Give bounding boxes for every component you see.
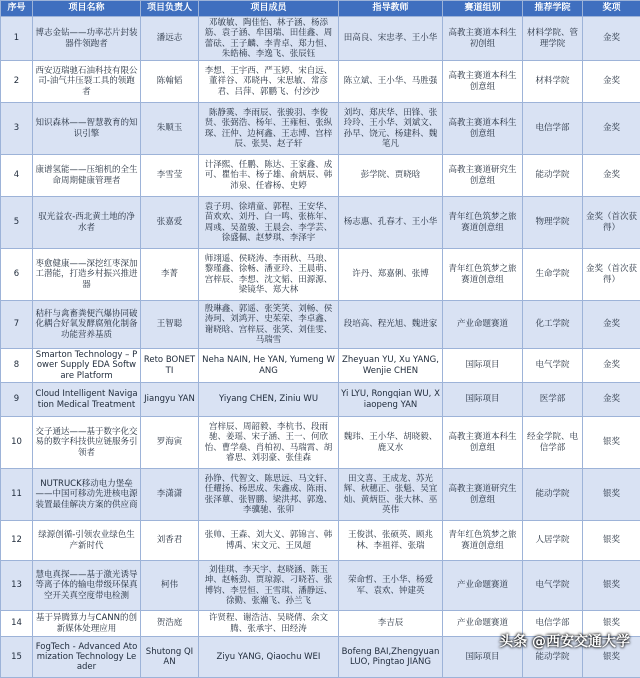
cell-leader: 李潇潇 [141, 469, 199, 521]
cell-mentors: 魏玮、王小华、胡晓毅、鹿又水 [339, 417, 443, 469]
cell-mentors: Zheyuan YU, Xu YANG, Wenjie CHEN [339, 349, 443, 383]
cell-no: 14 [1, 611, 33, 637]
table-row [1, 417, 640, 469]
cell-project-name: 康谱氢能——压缩机的全生命周期健康管理者 [33, 155, 141, 197]
cell-award: 银奖 [583, 611, 640, 637]
cell-members: 孙铮、代智文、陈思远、马文轩、任耀扬、杨思成、朱鑫成、陈雨、张泽蕈、张智鹏、梁洪邦、郭逸、李骥驰、张卯 [199, 469, 339, 521]
cell-no: 13 [1, 561, 33, 611]
cell-college: 生命学院 [523, 249, 583, 301]
header-row [1, 1, 640, 17]
cell-award: 金奖 [583, 17, 640, 61]
table-row [1, 383, 640, 417]
cell-project-name: 交子通达——基于数字化交易的数字科技供应链服务引领者 [33, 417, 141, 469]
cell-leader: 罗海寅 [141, 417, 199, 469]
table-row [1, 349, 640, 383]
cell-project-name: FogTech - Advanced Atomization Technology Leader [33, 637, 141, 678]
cell-award: 银奖 [583, 637, 640, 678]
cell-college: 能动学院 [523, 469, 583, 521]
cell-members: Neha NAIN, He YAN, Yumeng WANG [199, 349, 339, 383]
cell-award: 银奖 [583, 469, 640, 521]
cell-project-name: Cloud Intelligent Navigation Medical Treatment [33, 383, 141, 417]
header-members: 项目成员 [199, 1, 339, 17]
cell-college: 电信学部 [523, 611, 583, 637]
table-row [1, 249, 640, 301]
cell-track: 高教主赛道研究生创意组 [443, 155, 523, 197]
cell-no: 9 [1, 383, 33, 417]
cell-project-name: 知识森林——智慧教育的知识引擎 [33, 103, 141, 155]
cell-track: 国际项目 [443, 637, 523, 678]
table-row [1, 469, 640, 521]
cell-track: 产业命题赛道 [443, 611, 523, 637]
cell-track: 高教主赛道本科生创意组 [443, 417, 523, 469]
cell-college: 材料学院 [523, 61, 583, 103]
cell-track: 产业命题赛道 [443, 561, 523, 611]
cell-mentors: 杨志惠、孔春才、王小华 [339, 197, 443, 249]
cell-no: 12 [1, 521, 33, 561]
header-track: 赛道组别 [443, 1, 523, 17]
cell-college: 物理学院 [523, 197, 583, 249]
cell-college: 人居学院 [523, 521, 583, 561]
cell-college: 化工学院 [523, 301, 583, 349]
table-row [1, 521, 640, 561]
cell-award: 金奖 [583, 349, 640, 383]
watermark: 头条 @西安交通大学 [499, 631, 630, 651]
header-mentors: 指导教师 [339, 1, 443, 17]
cell-no: 10 [1, 417, 33, 469]
cell-no: 7 [1, 301, 33, 349]
cell-project-name: Smarton Technology – Power Supply EDA Software Platform [33, 349, 141, 383]
cell-project-name: 基于异腾算力与CANN的创新媒体处理应用 [33, 611, 141, 637]
cell-mentors: 荣命哲、王小华、杨爱军、袁欢、钟建英 [339, 561, 443, 611]
cell-award: 金奖（首次获得） [583, 197, 640, 249]
cell-no: 15 [1, 637, 33, 678]
cell-award: 金奖（首次获得） [583, 249, 640, 301]
cell-track: 高教主赛道本科生创意组 [443, 61, 523, 103]
cell-leader: 朱顺玉 [141, 103, 199, 155]
cell-members: 袁子玥、徐靖童、郭程、王安华、苗欢欢、刘丹、白一鸣、张栋年、周彧、吴盈骏、王晨会、李学芸、徐盛佩、赵梦琪、李泽宇 [199, 197, 339, 249]
table-row [1, 61, 640, 103]
cell-track: 青年红色筑梦之旅赛道创意组 [443, 521, 523, 561]
cell-award: 银奖 [583, 521, 640, 561]
cell-project-name: 秸秆与禽畜粪便汽爆协同破化耦合好氧发酵腐殖化制备功能营养基质 [33, 301, 141, 349]
cell-leader: 柯伟 [141, 561, 199, 611]
cell-track: 产业命题赛道 [443, 301, 523, 349]
cell-members: 邓敏敏、陶佳怡、林子涵、杨添筋、袁子涵、牟国瑞、田佳鑫、周蕾砝、王子麟、李青卓、郑力恒、朱皓楠、李逸飞、张辰钰 [199, 17, 339, 61]
cell-mentors: 许丹、郑嘉俐、张博 [339, 249, 443, 301]
cell-leader: 王智聪 [141, 301, 199, 349]
table-row [1, 17, 640, 61]
cell-track: 青年红色筑梦之旅赛道创意组 [443, 197, 523, 249]
cell-track: 国际项目 [443, 383, 523, 417]
cell-college: 能动学院 [523, 155, 583, 197]
table-row [1, 197, 640, 249]
header-award: 奖项 [583, 1, 640, 17]
cell-project-name: 驭光益农-西北黄土地的净水者 [33, 197, 141, 249]
cell-leader: 刘香君 [141, 521, 199, 561]
cell-award: 金奖 [583, 301, 640, 349]
cell-leader: 潘远志 [141, 17, 199, 61]
cell-mentors: 段培高、程光旭、魏进家 [339, 301, 443, 349]
cell-no: 2 [1, 61, 33, 103]
cell-project-name: 西安迈瑞驰石油科技有限公司-油气井压裂工具的领跑者 [33, 61, 141, 103]
cell-no: 3 [1, 103, 33, 155]
header-no: 序号 [1, 1, 33, 17]
table-row [1, 561, 640, 611]
cell-no: 4 [1, 155, 33, 197]
cell-mentors: 陈立斌、王小华、马胜强 [339, 61, 443, 103]
cell-college: 经金学院、电信学部 [523, 417, 583, 469]
header-college: 推荐学院 [523, 1, 583, 17]
cell-members: 陈静霙、李雨辰、张骏羽、李俊贤、张弼浩、杨年、王雍桓、张纵琛、汪仲、边柯鑫、王志博、宫梓辰、张昊、赵子轩 [199, 103, 339, 155]
cell-project-name: 博志金钻——功率芯片封装器件领跑者 [33, 17, 141, 61]
cell-leader: Jiangyu YAN [141, 383, 199, 417]
cell-college: 医学部 [523, 383, 583, 417]
cell-award: 金奖 [583, 155, 640, 197]
cell-members: Ziyu YANG, Qiaochu WEI [199, 637, 339, 678]
cell-mentors: 李吉辰 [339, 611, 443, 637]
cell-members: 刘佳琪、李天宇、赵晓涵、陈玉坤、赵畅劲、贾琼源、刁晓若、张博钧、李昱恒、王雪琪、潘静远、徐勤、张瀚飞、孙兰飞 [199, 561, 339, 611]
cell-track: 高教主赛道本科生初创组 [443, 17, 523, 61]
cell-project-name: 绿源创循-引领农业绿色生产新时代 [33, 521, 141, 561]
table-row [1, 155, 640, 197]
cell-mentors: 田高良、宋忠孝、王小华 [339, 17, 443, 61]
cell-award: 银奖 [583, 417, 640, 469]
cell-award: 金奖 [583, 61, 640, 103]
cell-members: 李想、王宇西、严玉婷、宋自远、董祥谷、邓晓冉、宋思敏、常彦君、吕萍、郭鹏飞、付沙沙 [199, 61, 339, 103]
header-leader: 项目负责人 [141, 1, 199, 17]
cell-track: 国际项目 [443, 349, 523, 383]
cell-leader: 陈翰韬 [141, 61, 199, 103]
cell-track: 青年红色筑梦之旅赛道创意组 [443, 249, 523, 301]
cell-members: 许贤程、谢浩洁、吴晓倩、余文腾、张承宇、田经涛 [199, 611, 339, 637]
cell-track: 高教主赛道本科生创意组 [443, 103, 523, 155]
cell-members: Yiyang CHEN, Ziniu WU [199, 383, 339, 417]
cell-no: 11 [1, 469, 33, 521]
cell-college: 电气学院 [523, 349, 583, 383]
cell-mentors: 王俊淇、张硕英、顾兆林、李祖祥、张瑞 [339, 521, 443, 561]
cell-award: 银奖 [583, 561, 640, 611]
cell-mentors: Bofeng BAI,Zhengyuan LUO, Pingtao JIANG [339, 637, 443, 678]
cell-college: 电信学部 [523, 103, 583, 155]
cell-no: 5 [1, 197, 33, 249]
cell-members: 师翊遥、侯晓涛、李雨秋、马琅、黎瑾鑫、徐畅、潘亚玲、王晨萌、宫梓辰、李想、沈文韬、田源源、梁镜华、郑大林 [199, 249, 339, 301]
cell-project-name: 慧电真探——基于激光诱导等离子体的输电带级环保真空开关真空度带电检测 [33, 561, 141, 611]
cell-members: 张帅、王森、刘大义、郭锦言、韩博禹、宋文元、王凤超 [199, 521, 339, 561]
cell-no: 1 [1, 17, 33, 61]
cell-members: 计泽熙、任鹏、陈达、王家鑫、成可、瞿怡丰、杨子雄、俞炳辰、韩沛泉、任睿杨、史婷 [199, 155, 339, 197]
cell-leader: 张嘉爱 [141, 197, 199, 249]
cell-project-name: 枣愈健康——深挖红枣深加工潜能，打造乡村振兴推进器 [33, 249, 141, 301]
cell-mentors: 彭学院、贾晓晗 [339, 155, 443, 197]
cell-college: 电气学院 [523, 561, 583, 611]
cell-no: 8 [1, 349, 33, 383]
cell-leader: 李雪莹 [141, 155, 199, 197]
cell-leader: 贺浩庭 [141, 611, 199, 637]
cell-members: 宫梓辰、周韶毅、李杭书、段雨驰、姜瑶、宋子涵、王一、何欣怡、曹学燊、肖柏初、马瑞霄、胡睿思、刘羽豪、张佳森 [199, 417, 339, 469]
cell-no: 6 [1, 249, 33, 301]
cell-mentors: 田文喜、王成龙、苏光辉、秋穗正、张魁、吴宜灿、黄炳臣、张大林、巫英伟 [339, 469, 443, 521]
cell-award: 金奖 [583, 103, 640, 155]
cell-mentors: Yi LYU, Rongqian WU, Xiaopeng YAN [339, 383, 443, 417]
cell-project-name: NUTRUCK移动电力堡垒——中国可移动先进核电源装置最佳解决方案的供应商 [33, 469, 141, 521]
cell-award: 金奖 [583, 383, 640, 417]
cell-college: 材料学院、管理学院 [523, 17, 583, 61]
cell-leader: Shutong QIAN [141, 637, 199, 678]
cell-track: 高教主赛道研究生创意组 [443, 469, 523, 521]
cell-mentors: 刘均、郑庆华、田锋、张玲玲、王小华、刘斌文、孙早、饶元、杨建科、魏笔凡 [339, 103, 443, 155]
cell-leader: 李菁 [141, 249, 199, 301]
header-project-name: 项目名称 [33, 1, 141, 17]
cell-members: 殷琳鑫、郭遥、张笑笑、刘畅、侯涛珂、刘鸿开、史茱荣、李卓鑫、谢晓晗、宫梓辰、张笑、刘佳雯、马瑞雪 [199, 301, 339, 349]
table-row [1, 301, 640, 349]
table-row [1, 103, 640, 155]
cell-college: 能动学院 [523, 637, 583, 678]
cell-leader: Reto BONETTI [141, 349, 199, 383]
